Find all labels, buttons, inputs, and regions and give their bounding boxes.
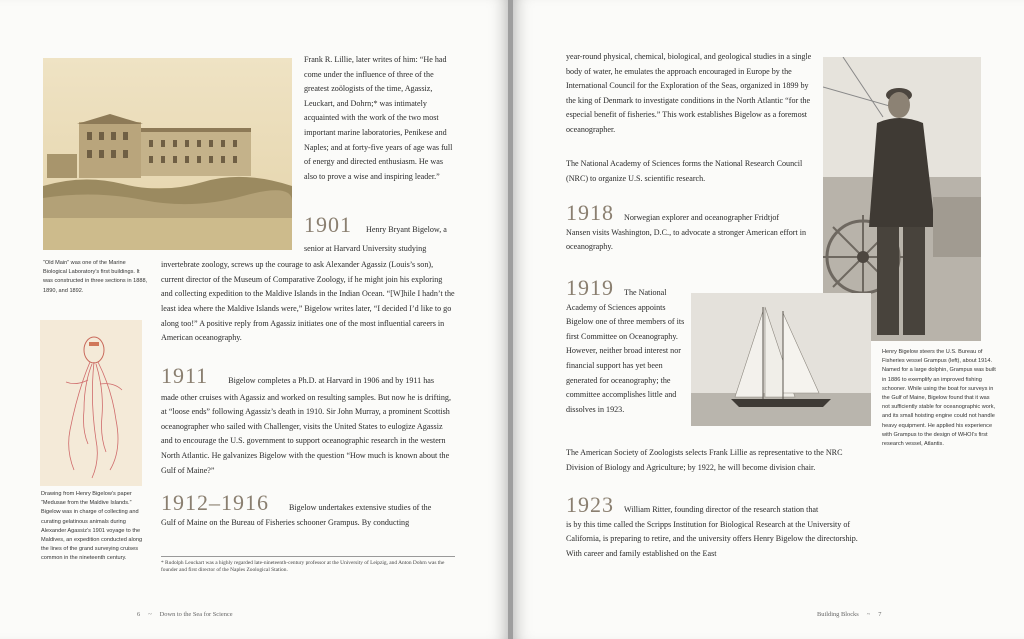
entry-1923 (566, 494, 866, 561)
old-main-caption: “Old Main” was one of the Marine Biological Laboratory’s first buildings. It was constructed in three sections in 1888, 1890, and 1892. (43, 260, 148, 294)
left-running-title: Down to the Sea for Science (159, 611, 233, 618)
right-folio (817, 603, 881, 621)
medusa-drawing (40, 320, 142, 486)
year-heading-1901: 1901 (304, 212, 352, 237)
entry-1923-lead: William Ritter, founding director of the research station that (624, 505, 819, 514)
entry-1918 (566, 202, 816, 255)
entry-1919 (566, 277, 688, 417)
footnote: * Rudolph Leuckart was a highly regarded late-nineteenth-century professor at the University of Leipzig, and Anton Dohrn was the founder and first director of the Naples Zoological Station. (161, 560, 445, 574)
year-heading-1912-1916: 1912–1916 (161, 490, 269, 515)
year-heading-1919: 1919 (566, 275, 614, 300)
entry-1911-lead: Bigelow completes a Ph.D. at Harvard in 1906 and by 1911 has (228, 376, 435, 385)
year-heading-1918: 1918 (566, 200, 614, 225)
left-page-number: 6 (137, 611, 141, 618)
entry-1901 (161, 214, 456, 346)
entry-1918-text: Nansen visits Washington, D.C., to advocate a stronger American effort in oceanography. (566, 227, 807, 252)
entry-1918-lead: Norwegian explorer and oceanographer Fridtjof (624, 213, 780, 222)
entry-1912-text: Gulf of Maine on the Bureau of Fisheries schooner Grampus. By conducting (161, 517, 410, 527)
entry-1911 (161, 365, 456, 478)
entry-1919-text: Academy of Sciences appoints Bigelow one of three members of its first Committee on Oceanography. However, neither broad interest nor financial support has yet been generated for oceanography; the committee accomplishes little and dissolves in 1923. (566, 302, 685, 414)
entry-1901-lead: Henry Bryant Bigelow, a senior at Harvard University studying (304, 225, 447, 253)
year-heading-1911: 1911 (161, 363, 209, 388)
entry-1912-1916 (161, 492, 456, 530)
entry-1912-lead: Bigelow undertakes extensive studies of the (289, 503, 432, 512)
left-page (0, 0, 508, 639)
entry-1901-text: invertebrate zoology, screws up the courage to ask Alexander Agassiz (Louis’s son), current director of the Museum of Comparative Zoology, if he might join his exploring and collecting expedition to the Maldive Islands in the Indian Ocean. “[W]hile I hadn’t the least idea where the Maldive Islands were,” Bigelow writes later, “I decided I’d like to go along too!” A positive reply from Agassiz initiates one of the most influential careers in American oceanography. (161, 260, 455, 343)
right-intro-paragraph: year-round physical, chemical, biological, and geological studies in a single body of water, he emulates the approach encouraged in Europe by the International Council for the Exploration of the Seas, organized in 1899 by the king of Denmark to investigate conditions in the North Atlantic “for the especial benefit of fisheries.” This work establishes Bigelow as a foremost oceanographer. (566, 52, 812, 134)
grampus-schooner-photo (691, 293, 871, 426)
bigelow-photo-caption: Henry Bigelow steers the U.S. Bureau of Fisheries vessel Grampus (left), about 1914. Named for a large dolphin, Grampus was built in 1886 to exemplify an improved fishing schooner. While using the boat for surveys in the Gulf of Maine, Bigelow found that it was not sufficiently stable for oceanographic work, and its small hoisting engine could not handle heavy equipment. He applied his experience with Grampus to the design of WHOI’s first research vessel, Atlantis. (882, 349, 996, 448)
wave-ornament-icon: ~ (866, 611, 871, 618)
wave-ornament-icon: ~ (148, 611, 152, 618)
medusa-caption: Drawing from Henry Bigelow’s paper “Medusae from the Maldive Islands.” Bigelow was in charge of collecting and curating gelatinous animals during Alexander Agassiz’s 1901 voyage to the Maldives, an expedition conducted along the lines of the grand surveying cruises common in the nineteenth century. (41, 491, 143, 562)
entry-1923-text: is by this time called the Scripps Institution for Biological Research at the University of California, is preparing to retire, and the university offers Henry Bigelow the directorship. With career and family established on the East (566, 519, 858, 558)
schooner-image (691, 293, 871, 426)
nas-paragraph: The National Academy of Sciences forms the National Research Council (NRC) to organize U.S. scientific research. (566, 159, 803, 183)
intro-paragraph: Frank R. Lillie, later writes of him: “He had come under the influence of three of the greatest zoölogists of the time, Agassiz, Leuckart, and Dohrn;* was intimately acquainted with the work of the two most important marine laboratories, Penikese and Naples; and at forty-five years of age was full of energy and directed enthusiasm. He was also to prove a wise and inspiring leader.” (304, 55, 453, 181)
right-page-number: 7 (878, 611, 882, 618)
year-heading-1923: 1923 (566, 492, 614, 517)
right-page (513, 0, 1024, 639)
entry-1911-text: made other cruises with Agassiz and worked on resulting samples. But now he is drifting, at “loose ends” following Agassiz’s death in 1910. Sir John Murray, a prominent Scottish oceanographer who sailed with Challenger, visits the United States to eulogize Agassiz and to encourage the U.S. government to support oceanographic research in the western North Atlantic. He galvanizes Bigelow with the question “How much is known about the Gulf of Maine?” (161, 392, 451, 475)
entry-1919-lead: The National (624, 288, 667, 297)
right-running-title: Building Blocks (817, 611, 859, 618)
left-folio (137, 603, 233, 621)
medusa-image (40, 320, 142, 486)
footnote-rule (161, 556, 455, 557)
zoologists-paragraph: The American Society of Zoologists selects Frank Lillie as representative to the NRC Division of Biology and Agriculture; by 1922, he will become division chair. (566, 448, 843, 472)
